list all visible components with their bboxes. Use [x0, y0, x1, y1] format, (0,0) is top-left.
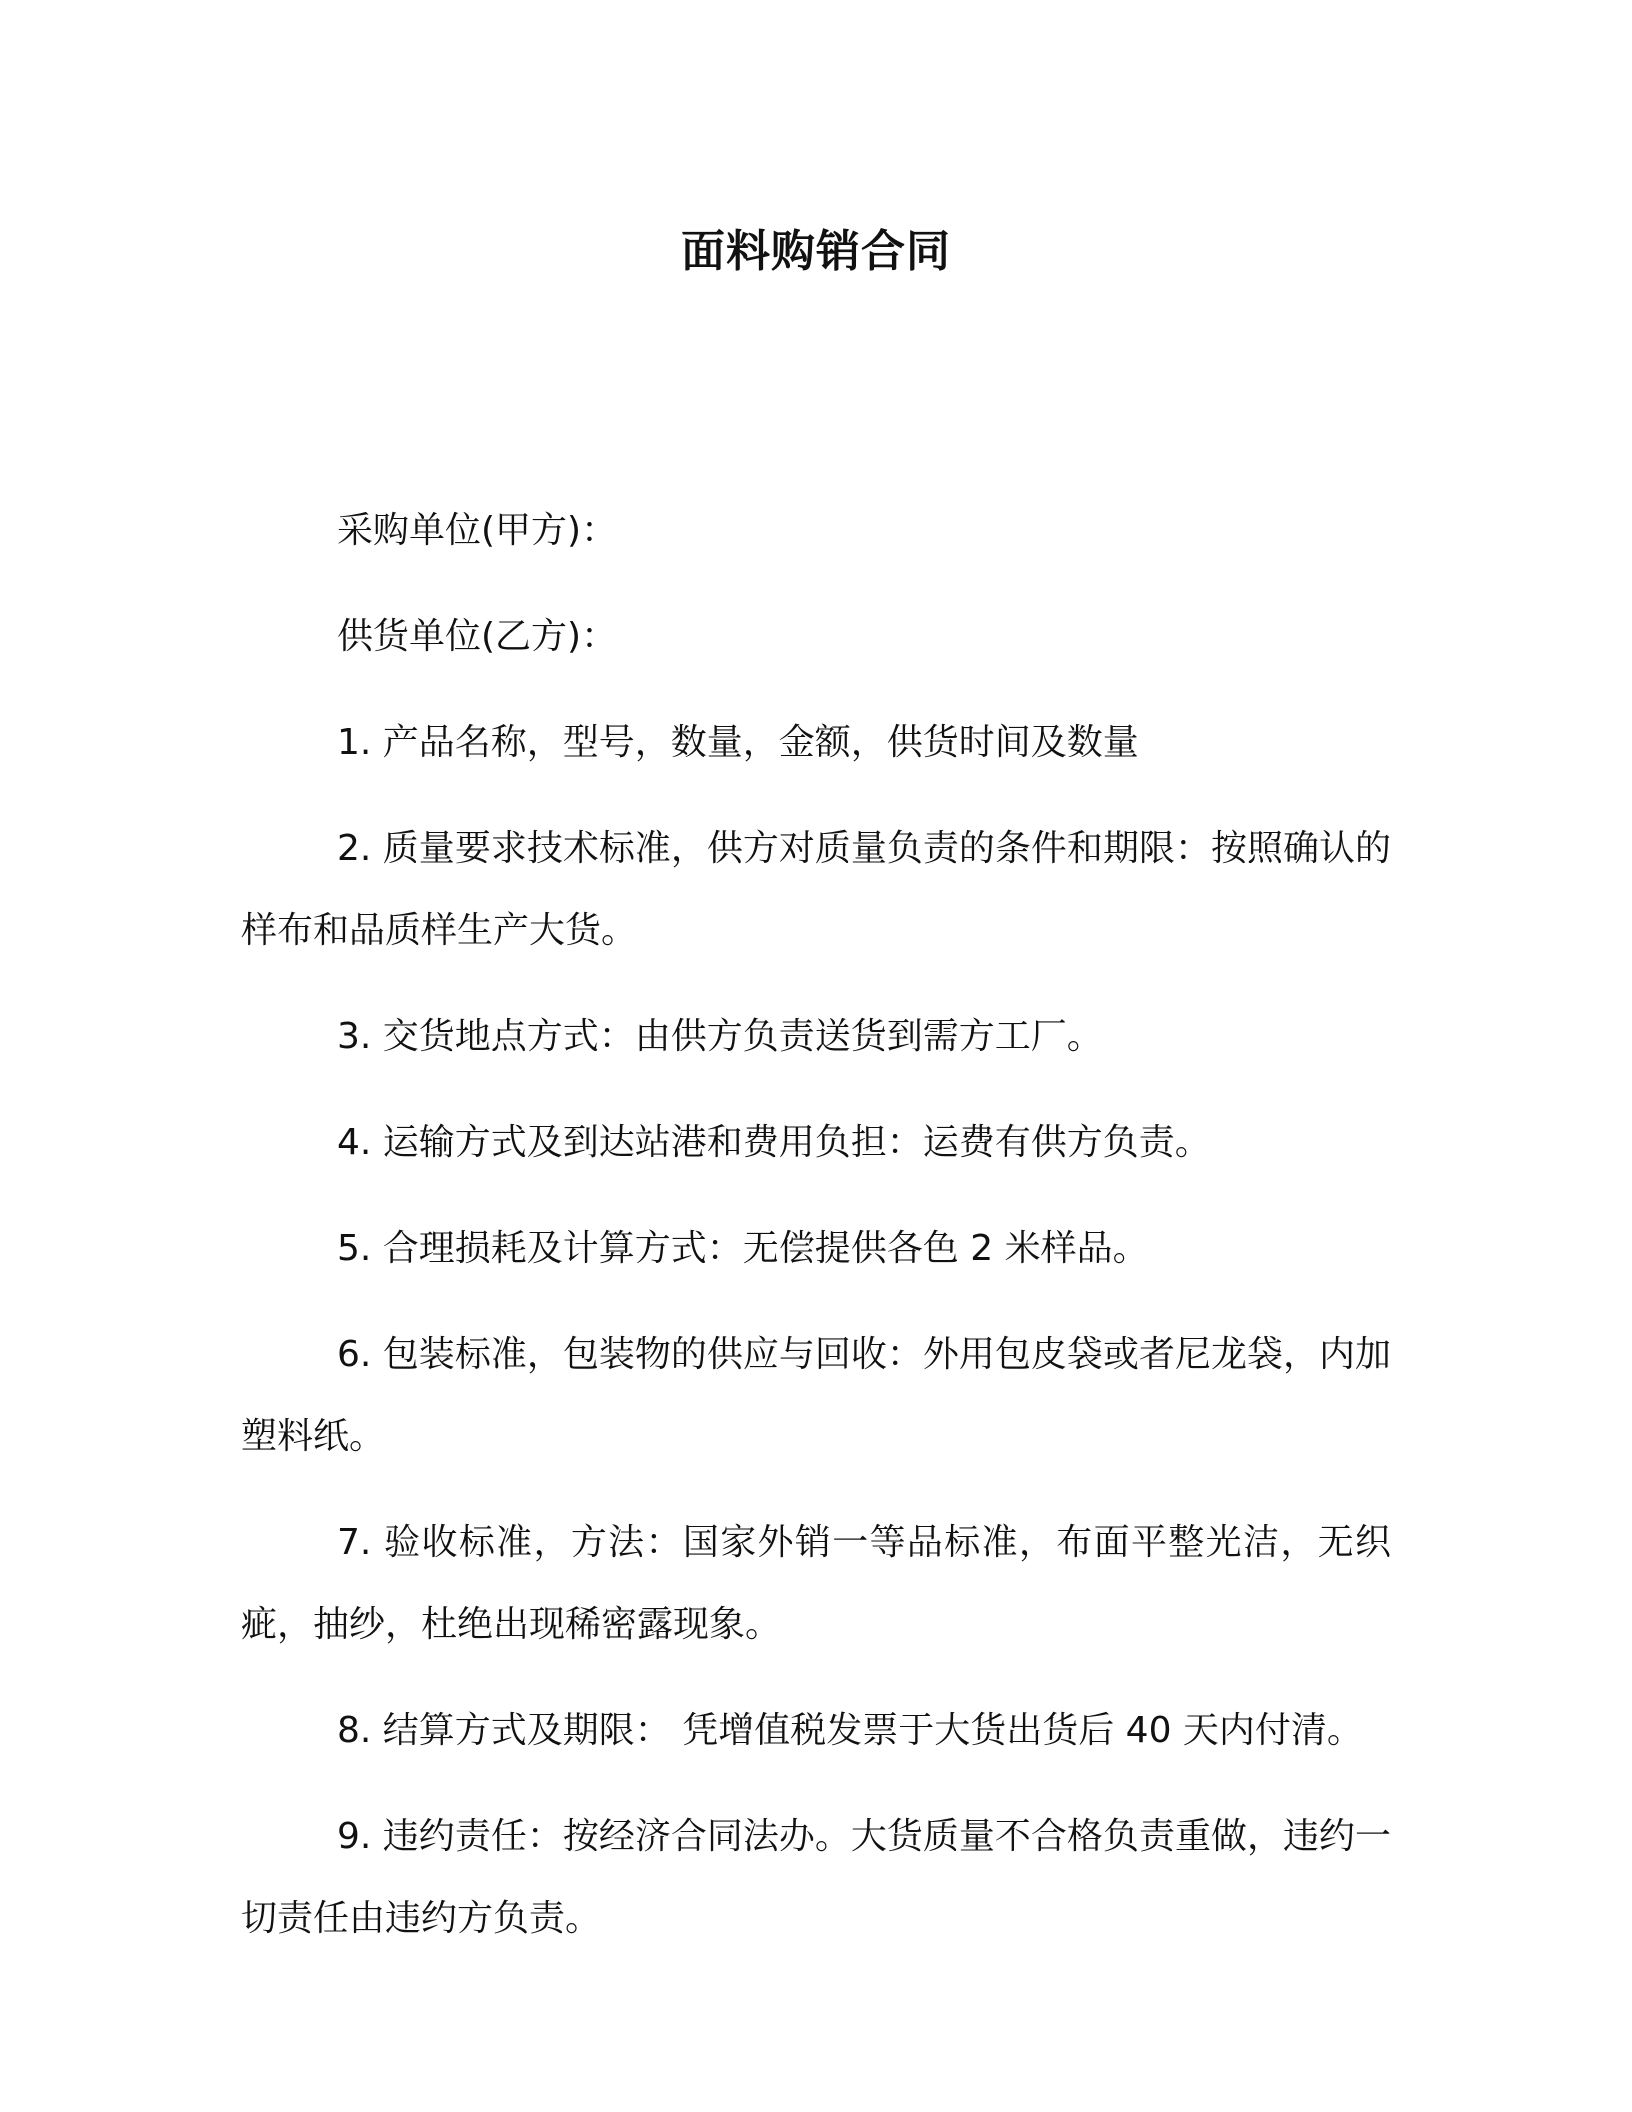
clause-4: 4. 运输方式及到达站港和费用负担：运费有供方负责。 — [337, 1122, 1211, 1163]
clause-6: 6. 包装标准，包装物的供应与回收：外用包皮袋或者尼龙袋，内加塑料纸。 — [241, 1334, 1391, 1457]
clause-8: 8. 结算方式及期限： 凭增值税发票于大货出货后 40 天内付清。 — [337, 1710, 1363, 1751]
clause-3: 3. 交货地点方式：由供方负责送货到需方工厂。 — [337, 1016, 1103, 1057]
clause-9: 9. 违约责任：按经济合同法办。大货质量不合格负责重做，违约一切责任由违约方负责。 — [241, 1816, 1391, 1939]
document-title: 面料购销合同 — [681, 226, 951, 277]
party-a-line: 采购单位(甲方)： — [337, 510, 618, 551]
party-b-line: 供货单位(乙方)： — [337, 616, 618, 657]
clause-5: 5. 合理损耗及计算方式：无偿提供各色 2 米样品。 — [337, 1228, 1149, 1269]
contract-body — [241, 490, 1391, 1984]
clause-1: 1. 产品名称，型号，数量，金额，供货时间及数量 — [337, 722, 1139, 763]
clause-2: 2. 质量要求技术标准，供方对质量负责的条件和期限：按照确认的样布和品质样生产大货。 — [241, 828, 1391, 951]
clause-7: 7. 验收标准，方法：国家外销一等品标准，布面平整光洁，无织疵，抽纱，杜绝出现稀密露现象。 — [241, 1522, 1391, 1645]
